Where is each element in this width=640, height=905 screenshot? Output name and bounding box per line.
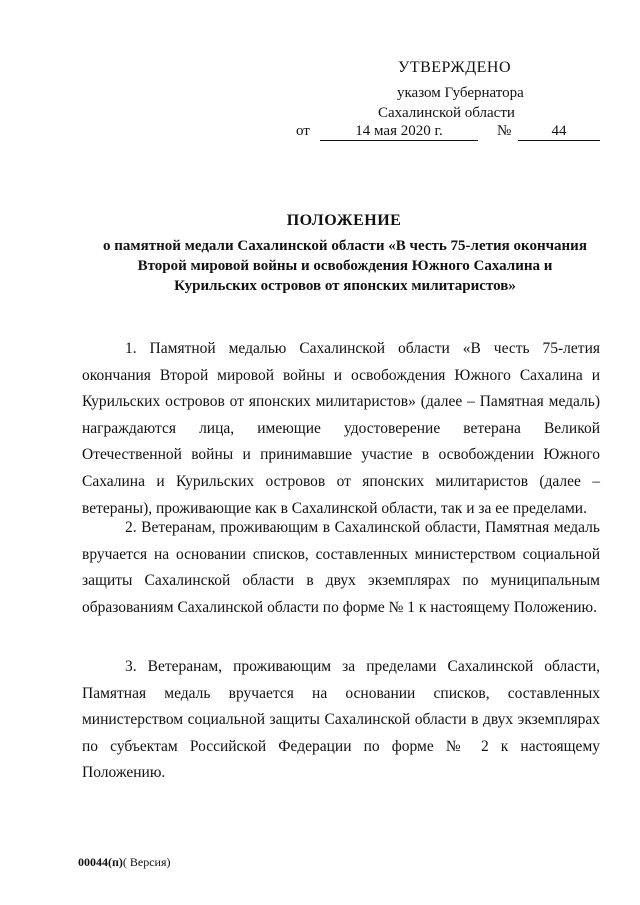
footer-code: 00044(п) [78,855,123,869]
approval-date: 14 мая 2020 г. [320,123,478,141]
approval-date-row [296,123,601,143]
document-subtitle: о памятной медали Сахалинской области «В честь 75-летия окончания Второй мировой войны и освобождения Южного Сахалина и Курильских островов от японских милитаристов» [103,238,587,294]
footer-version-label: ( Версия) [122,855,171,869]
from-label: от [296,123,310,139]
paragraph-1: 1. Памятной медалью Сахалинской области «В честь 75-летия окончания Второй мировой войны и освобождения Южного Сахалина и Курильских островов от японских милитаристов» (далее – Памятная медаль) награждаются лица, имеющие удостоверение ветерана Великой Отечественной войны и принимавшие участие в освобождении Южного Сахалина и Курильских островов от японских милитаристов (далее – ветераны), проживающие как в Сахалинской области, так и за ее пределами. [82,340,600,517]
paragraph-2: 2. Ветеранам, проживающим в Сахалинской области, Памятная медаль вручается на основании списков, составленных министерством социальной защиты Сахалинской области в двух экземплярах по муниципальным образованиям Сахалинской области по форме № 1 к настоящему Положению. [82,519,600,616]
approval-decree: указом Губернатора [397,85,524,101]
number-label: № [497,123,512,139]
approval-stamp: УТВЕРЖДЕНО [398,59,512,76]
paragraph-3: 3. Ветеранам, проживающим за пределами Сахалинской области, Памятная медаль вручается на основании списков, составленных министерством социальной защиты Сахалинской области в двух экземплярах по субъектам Российской Федерации по форме № 2 к настоящему Положению. [82,658,600,782]
approval-region: Сахалинской области [378,105,515,121]
approval-number: 44 [518,123,600,141]
document-title: ПОЛОЖЕНИЕ [286,212,402,229]
footer-version [78,855,171,870]
